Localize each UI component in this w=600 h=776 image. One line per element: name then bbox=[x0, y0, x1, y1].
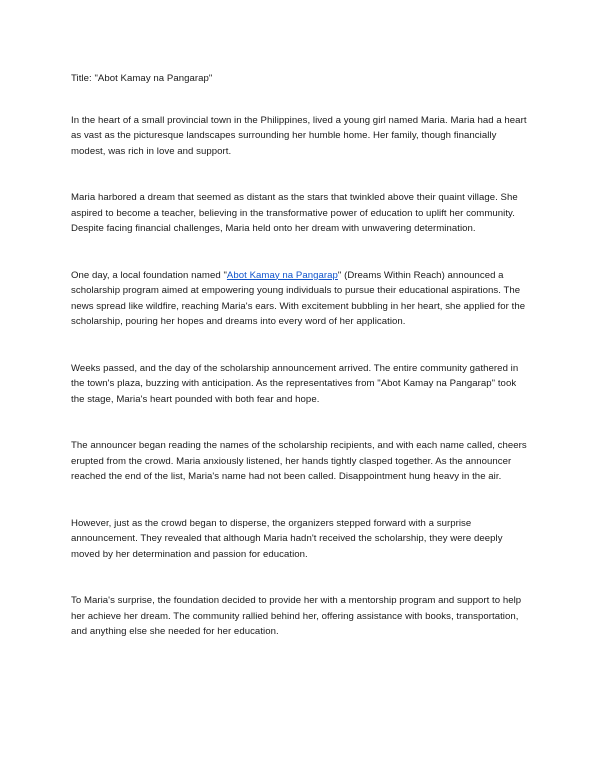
paragraph-3-text-before: One day, a local foundation named " bbox=[71, 269, 227, 281]
paragraph-7: To Maria's surprise, the foundation decided to provide her with a mentorship program and support to help her achieve her dream. The community rallied behind her, offering assistance with books, transportation, and anything else she needed for her education. bbox=[71, 595, 522, 637]
foundation-link[interactable]: Abot Kamay na Pangarap bbox=[226, 269, 338, 281]
paragraph-3 bbox=[71, 268, 529, 330]
document-body bbox=[71, 71, 529, 671]
paragraph-5: The announcer began reading the names of the scholarship recipients, and with each name called, cheers erupted from the crowd. Maria anxiously listened, her hands tightly clasped together. As the announcer reached the end of the list, Maria's name had not been called. Disappointment hung heavy in the air. bbox=[71, 440, 527, 482]
paragraph-6: However, just as the crowd began to disperse, the organizers stepped forward with a surprise announcement. They revealed that although Maria hadn't received the scholarship, they were deeply moved by her determination and passion for education. bbox=[71, 517, 503, 560]
paragraph-1: In the heart of a small provincial town in the Philippines, lived a young girl named Maria. Maria had a heart as vast as the picturesque landscapes surrounding her humble home. Her family, though financially modest, was rich in love and support. bbox=[71, 114, 527, 157]
document-title: Title: "Abot Kamay na Pangarap" bbox=[71, 73, 213, 84]
paragraph-2: Maria harbored a dream that seemed as distant as the stars that twinkled above their quaint village. She aspired to become a teacher, believing in the transformative power of education to uplift her community. Despite facing financial challenges, Maria held onto her dream with unwavering determination. bbox=[71, 192, 518, 234]
paragraph-4: Weeks passed, and the day of the scholarship announcement arrived. The entire community gathered in the town's plaza, buzzing with anticipation. As the representatives from "Abot Kamay na Pangarap" took the stage, Maria's heart pounded with both fear and hope. bbox=[71, 362, 519, 405]
paragraph-3-text-after: " (Dreams Within Reach) announced a scholarship program aimed at empowering young individuals to pursue their educational aspirations. The news spread like wildfire, reaching Maria's ears. With excitement bubbling in her heart, she applied for the scholarship, pouring her hopes and dreams into every word of her application. bbox=[71, 269, 526, 327]
